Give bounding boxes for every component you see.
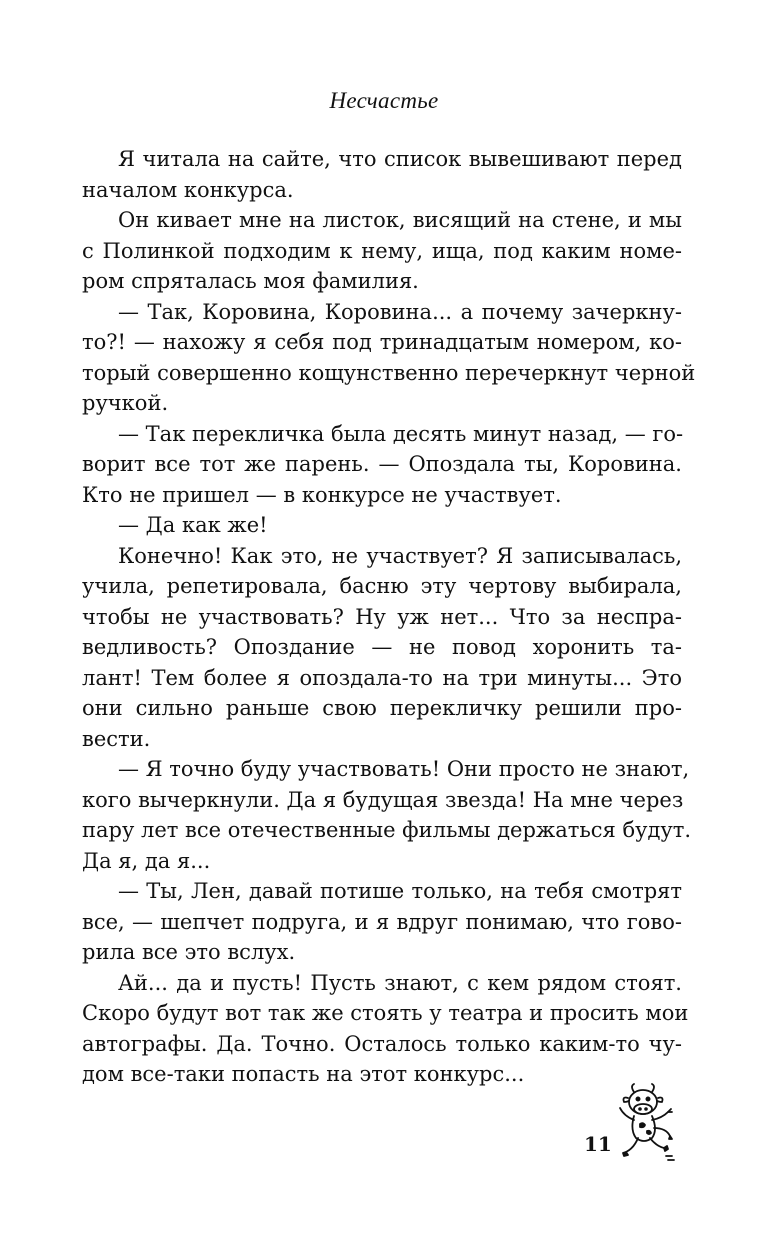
text-line: Конечно! Как это, не участвует? Я записывалась,	[118, 543, 682, 568]
text-line: — Так, Коровина, Коровина... а почему зачеркну-	[118, 299, 682, 324]
text-line: торый совершенно кощунственно перечеркнут черной	[82, 360, 696, 385]
text-line: учила, репетировала, басню эту чертову выбирала,	[82, 574, 682, 598]
text-line: то?! — нахожу я себя под тринадцатым номером, ко-	[82, 330, 682, 354]
text-line: ром спряталась моя фамилия.	[82, 269, 419, 293]
text-line: рила все это вслух.	[82, 940, 296, 964]
running-title: Несчастье	[329, 88, 439, 113]
text-line: — Ты, Лен, давай потише только, на тебя смотрят	[118, 879, 682, 903]
text-line: Кто не пришел — в конкурсе не участвует.	[82, 482, 562, 507]
text-line: Да я, да я...	[82, 848, 211, 873]
text-line: — Так перекличка была десять минут назад, — го-	[118, 421, 684, 446]
text-line: Он кивает мне на листок, висящий на стене, и мы	[118, 208, 682, 232]
text-line: автографы. Да. Точно. Осталось только каким-то чу-	[82, 1031, 682, 1056]
text-line: началом конкурса.	[82, 177, 294, 202]
text-line: чтобы не участвовать? Ну уж нет... Что за неспра-	[82, 604, 682, 629]
dancing-cow-icon	[616, 1082, 680, 1166]
text-line: все, — шепчет подруга, и я вдруг понимаю, что гово-	[82, 909, 682, 934]
text-line: вести.	[82, 726, 151, 751]
text-line: Ай... да и пусть! Пусть знают, с кем рядом стоят.	[118, 970, 682, 995]
text-line: дом все-таки попасть на этот конкурс...	[82, 1062, 525, 1086]
text-line: Скоро будут вот так же стоять у театра и просить мои	[82, 1001, 689, 1025]
text-line: ведливость? Опоздание — не повод хоронить та-	[82, 635, 682, 659]
text-line: кого вычеркнули. Да я будущая звезда! На мне через	[82, 787, 684, 812]
text-line: — Я точно буду участвовать! Они просто не знают,	[118, 757, 690, 781]
text-line: ручкой.	[82, 391, 169, 415]
text-line: с Полинкой подходим к нему, ища, под каким номе-	[82, 238, 682, 263]
page-number: 11	[584, 1132, 612, 1156]
text-line: пару лет все отечественные фильмы держаться будут.	[82, 818, 692, 842]
text-line: лант! Тем более я опоздала-то на три минуты... Это	[82, 665, 682, 690]
text-line: ворит все тот же парень. — Опоздала ты, Коровина.	[82, 452, 682, 476]
text-line: — Да как же!	[118, 513, 268, 537]
text-line: они сильно раньше свою перекличку решили про-	[82, 696, 682, 720]
text-line: Я читала на сайте, что список вывешивают перед	[118, 147, 682, 171]
body-text	[82, 144, 696, 1090]
